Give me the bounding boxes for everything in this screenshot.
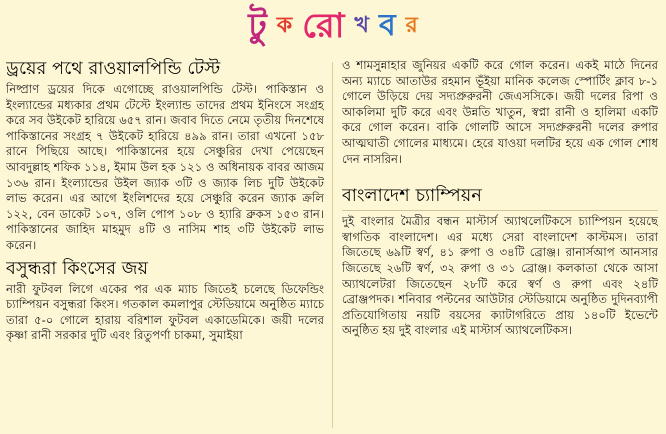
right-column	[342, 58, 658, 430]
article-body: ও শামসুন্নাহার জুনিয়র একটি করে গোল করেন। একই মাঠে দিনের অন্য ম্যাচে আতাউর রহমান ভূঁইয়া মানিক কলেজ স্পোর্টিং ক্লাব ৮-১ গোলে উড়িয়ে দেয় সদ্যপ্রুরুরনী জেএসসিকে। জয়ী দলের রিপা ও আকলিমা দুটি করে এবং উন্নতি খাতুন, স্বপ্না রানী ও হালিমা একটি করে গোল করেন। বাকি গোলটি আসে সদ্যপ্রুরুরনী দলের রুপার আত্মঘাতী গোলের মাধ্যমে। হেরে যাওয়া দলটির হয়ে এক গোল শোধ দেন নাসরিন।	[342, 58, 658, 166]
article-rawalpindi	[6, 58, 324, 254]
article-masters-athletics	[342, 185, 658, 339]
masthead-glyph: ক	[276, 13, 293, 38]
masthead-glyph: টু	[248, 6, 267, 46]
article-body: দুই বাংলার মৈত্রীর বন্ধন মাস্টার্স অ্যাথলেটিকসে চ্যাম্পিয়ন হয়েছে স্বাগতিক বাংলাদেশ। এর মধ্যে সেরা বাংলাদেশ কাস্টমস। তারা জিতেছে ৬৯টি স্বর্ণ, ৪১ রুপা ও ৩৪টি ব্রোঞ্জ। রানার্সআপ আনসার জিতেছে ২৬টি স্বর্ণ, ৩২ রুপা ও ৩১ ব্রোঞ্জ। কলকাতা থেকে আসা অ্যাথলেটরা জিতেছেন ২৮টি করে স্বর্ণ ও রুপা এবং ২৪টি ব্রোঞ্জপদক। শনিবার পল্টনের আউটার স্টেডিয়ামে অনুষ্ঠিত দুদিনব্যাপী প্রতিযোগিতায় নয়টি বয়সের ক্যাটাগরিতে প্রায় ১৪০টি ইভেন্টে অনুষ্ঠিত হয় দুই বাংলার এই মাস্টার্স অ্যাথলেটিকস।	[342, 214, 658, 338]
article-headline: বসুন্ধরা কিংসের জয়	[6, 258, 149, 279]
spacer	[342, 171, 658, 185]
masthead-glyph: খ	[354, 13, 369, 38]
masthead-glyph: রো	[302, 6, 345, 46]
left-column	[6, 58, 324, 430]
article-bashundhara	[6, 258, 324, 344]
column-divider	[332, 62, 333, 428]
masthead	[0, 0, 666, 52]
masthead-glyph: ব	[378, 8, 396, 43]
article-body: নিষ্প্রাণ ড্রয়ের দিকে এগোচ্ছে রাওয়ালপিন্ডি টেস্ট। পাকিস্তান ও ইংল্যান্ডের মধ্যকার প্রথম টেস্টে ইংল্যান্ড তাদের প্রথম ইনিংসে সংগ্রহ করে সব উইকেট হারিয়ে ৬৫৭ রান। জবাব দিতে নেমে তৃতীয় দিনশেষে পাকিস্তানের সংগ্রহ ৭ উইকেট হারিয়ে ৪৯৯ রান। তারা এখনো ১৫৮ রানে পিছিয়ে আছে। পাকিস্তানের হয়ে সেঞ্চুরির দেখা পেয়েছেন আবদুল্লাহ শফিক ১১৪, ইমাম উল হক ১২১ ও অধিনায়ক বাবর আজম ১৩৬ রান। ইংল্যান্ডের উইল জ্যাক ৩টি ও জ্যাক লিচ দুটি উইকেট লাভ করেন। এর আগে ইংলিশদের হয়ে সেঞ্চুরি করেন জ্যাক ক্রলি ১২২, বেন ডাকেট ১০৭, ওলি পোপ ১০৮ ও হ্যারি ব্রুকস ১৫৩ রান। পাকিস্তানের জাহিদ মাহমুদ ৪টি ও নাসিম শাহ ৩টি উইকেট লাভ করেন।	[6, 82, 324, 252]
article-headline: বাংলাদেশ চ্যাম্পিয়ন	[342, 186, 483, 207]
masthead-glyph: র	[405, 13, 418, 38]
article-bashundhara-continued	[342, 58, 658, 167]
article-headline: ড্রয়ের পথে রাওয়ালপিন্ডি টেস্ট	[6, 59, 221, 79]
article-body: নারী ফুটবল লিগে একের পর এক ম্যাচ জিতেই চলেছে ডিফেন্ডিং চ্যাম্পিয়ন বসুন্ধরা কিংস। গতকাল কমলাপুর স্টেডিয়ামে অনুষ্ঠিত ম্যাচে তারা ৫-০ গোলে হারায় বরিশাল ফুটবল একাডেমিকে। জয়ী দলের কৃষ্ণা রানী সরকার দুটি এবং রিতুপর্ণা চাকমা, সুমাইয়া	[6, 281, 324, 343]
headline-rule	[342, 210, 658, 211]
